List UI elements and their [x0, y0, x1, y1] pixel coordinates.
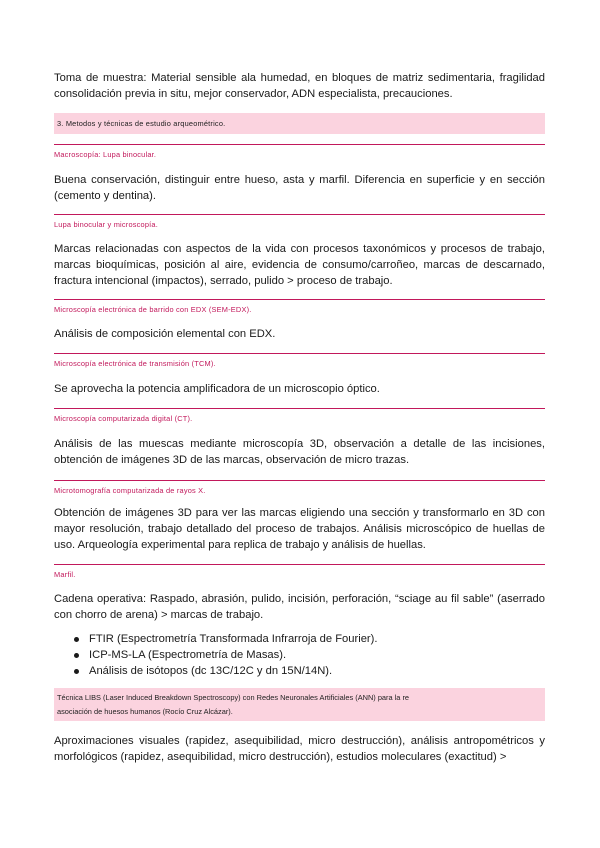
libs-title-band	[54, 688, 545, 721]
tcm-heading: Microscopía electrónica de transmisión (TCM).	[54, 353, 545, 369]
marfil-bullet-list	[54, 631, 545, 679]
tcm-paragraph: Se aprovecha la potencia amplificadora de un microscopio óptico.	[54, 383, 380, 395]
libs-title-line-2: asociación de huesos humanos (Rocío Cruz Alcázar).	[57, 707, 233, 716]
section-3-title: 3. Metodos y técnicas de estudio arqueométrico.	[57, 119, 226, 128]
lupa-heading: Lupa binocular y microscopía.	[54, 214, 545, 230]
macroscopia-paragraph: Buena conservación, distinguir entre hueso, asta y marfil. Diferencia en superficie y en sección (cemento y dentina).	[54, 174, 545, 202]
microtomografia-paragraph: Obtención de imágenes 3D para ver las marcas eligiendo una sección y transformarlo en 3D con mayor resolución, trabajo detallado del proceso de trabajos. Análisis microscópico de huellas de uso. Arqueología experimental para replica de trabajo y análisis de huellas.	[54, 507, 545, 551]
libs-title-line-1: Técnica LIBS (Laser Induced Breakdown Spectroscopy) con Redes Neuronales Artificiales (ANN) para la re	[57, 693, 410, 702]
sem-paragraph: Análisis de composición elemental con EDX.	[54, 328, 276, 340]
section-3-title-band	[54, 113, 545, 134]
microtomografia-heading: Microtomografía computarizada de rayos X.	[54, 480, 545, 496]
libs-paragraph: Aproximaciones visuales (rapidez, asequibilidad, micro destrucción), análisis antropométricos y morfológicos (rapidez, asequibilidad, micro destrucción), estudios moleculares (exactitud) >	[54, 735, 545, 763]
ct-paragraph: Análisis de las muescas mediante microscopía 3D, observación a detalle de las incisiones, obtención de imágenes 3D de las marcas, observación de micro trazas.	[54, 438, 545, 466]
sem-heading: Microscopía electrónica de barrido con EDX (SEM-EDX).	[54, 299, 545, 315]
marfil-paragraph: Cadena operativa: Raspado, abrasión, pulido, incisión, perforación, “sciage au fil sable” (aserrado con chorro de arena) > marcas de trabajo.	[54, 593, 545, 621]
ct-heading: Microscopía computarizada digital (CT).	[54, 408, 545, 424]
marfil-heading: Marfil.	[54, 564, 545, 580]
macroscopia-heading: Macroscopía: Lupa binocular.	[54, 144, 545, 160]
intro-paragraph: Toma de muestra: Material sensible ala humedad, en bloques de matriz sedimentaria, fragilidad consolidación previa in situ, mejor conservador, ADN especialista, precauciones.	[54, 72, 545, 100]
lupa-paragraph: Marcas relacionadas con aspectos de la vida con procesos taxonómicos y procesos de trabajo, marcas bioquímicas, posición al aire, evidencia de consumo/carroñeo, marcas de descarnado, fractura intencional (impactos), serrado, pulido > proceso de trabajo.	[54, 243, 545, 287]
list-item: Análisis de isótopos (dc 13C/12C y dn 15N/14N).	[54, 663, 545, 679]
list-item: FTIR (Espectrometría Transformada Infrarroja de Fourier).	[54, 631, 545, 647]
list-item: ICP-MS-LA (Espectrometría de Masas).	[54, 647, 545, 663]
